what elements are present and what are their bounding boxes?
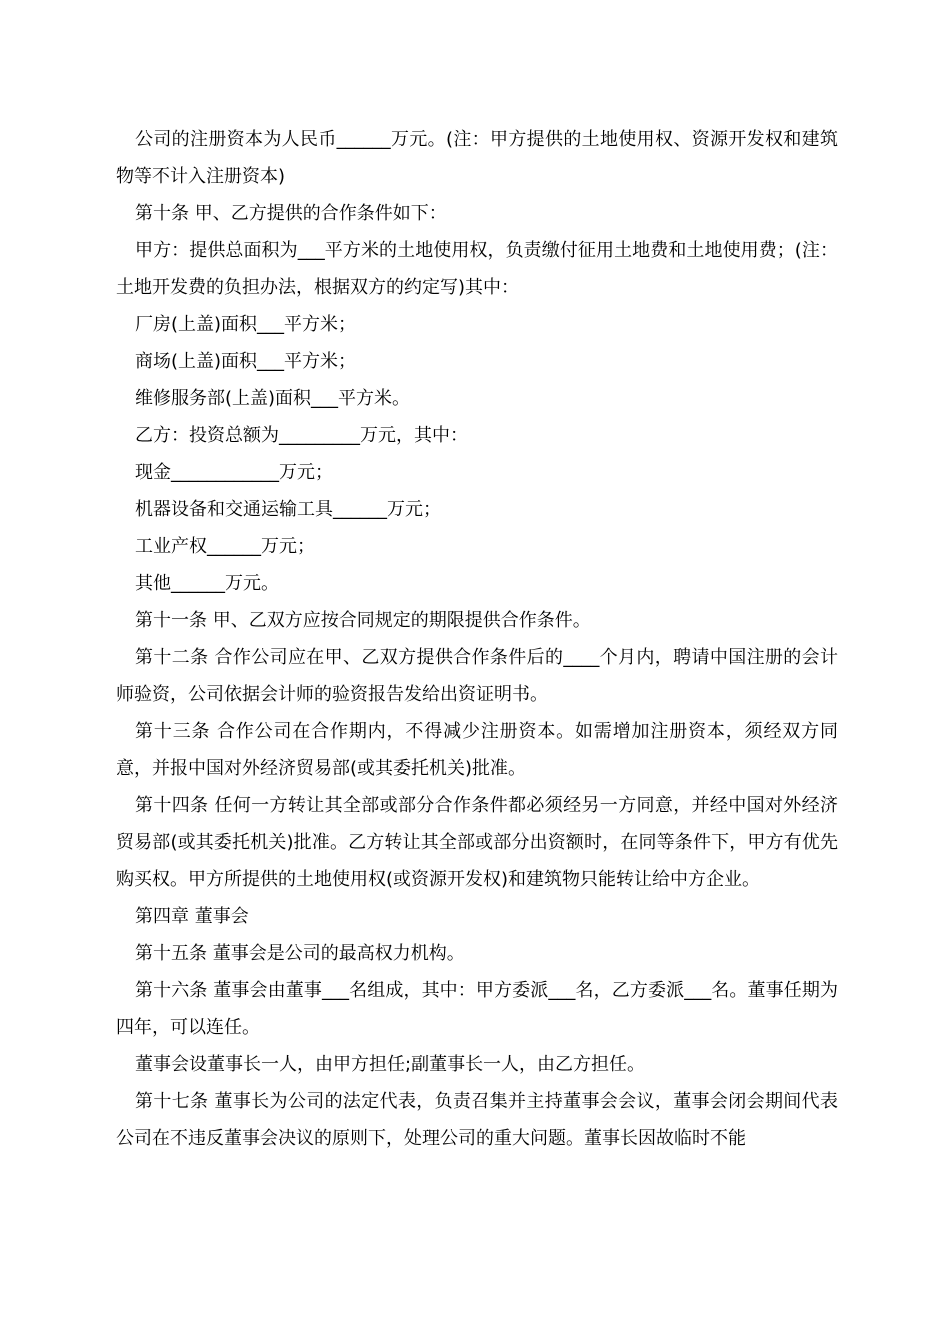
paragraph-article-14: 第十四条 任何一方转让其全部或部分合作条件都必须经另一方同意，并经中国对外经济贸易部(或其委托机关)批准。乙方转让其全部或部分出资额时，在同等条件下，甲方有优先购买权。甲方所提供的土地使用权(或资源开发权)和建筑物只能转让给中方企业。	[116, 795, 838, 890]
paragraph-article-13: 第十三条 合作公司在合作期内，不得减少注册资本。如需增加注册资本，须经双方同意，并报中国对外经济贸易部(或其委托机关)批准。	[116, 721, 838, 779]
paragraph-party-b-investment: 乙方：投资总额为_________万元，其中：	[135, 425, 468, 446]
paragraph-registered-capital: 公司的注册资本为人民币______万元。(注：甲方提供的土地使用权、资源开发权和建筑物等不计入注册资本)	[116, 129, 838, 187]
paragraph-equipment: 机器设备和交通运输工具______万元；	[135, 499, 441, 520]
paragraph-article-17: 第十七条 董事长为公司的法定代表，负责召集并主持董事会会议，董事会闭会期间代表公司在不违反董事会决议的原则下，处理公司的重大问题。董事长因故临时不能	[116, 1091, 838, 1149]
paragraph-article-12: 第十二条 合作公司应在甲、乙双方提供合作条件后的____个月内，聘请中国注册的会计师验资，公司依据会计师的验资报告发给出资证明书。	[116, 647, 838, 705]
paragraph-party-a-contribution: 甲方：提供总面积为___平方米的土地使用权，负责缴付征用土地费和土地使用费；(注：土地开发费的负担办法，根据双方的约定写)其中：	[116, 240, 838, 298]
paragraph-article-11: 第十一条 甲、乙双方应按合同规定的期限提供合作条件。	[135, 610, 591, 631]
paragraph-chairman-setup: 董事会设董事长一人，由甲方担任;副董事长一人，由乙方担任。	[135, 1054, 646, 1075]
document-page	[116, 121, 838, 1157]
paragraph-cash: 现金____________万元；	[135, 462, 333, 483]
paragraph-mall-area: 商场(上盖)面积___平方米；	[135, 351, 357, 372]
paragraph-service-area: 维修服务部(上盖)面积___平方米。	[135, 388, 411, 409]
chapter-heading-board: 第四章 董事会	[135, 906, 249, 927]
paragraph-other: 其他______万元。	[135, 573, 279, 594]
paragraph-article-15: 第十五条 董事会是公司的最高权力机构。	[135, 943, 465, 964]
paragraph-factory-area: 厂房(上盖)面积___平方米；	[135, 314, 357, 335]
paragraph-article-10: 第十条 甲、乙方提供的合作条件如下：	[135, 203, 447, 224]
paragraph-industrial-property: 工业产权______万元；	[135, 536, 315, 557]
paragraph-article-16: 第十六条 董事会由董事___名组成，其中：甲方委派___名，乙方委派___名。董事任期为四年，可以连任。	[116, 980, 838, 1038]
